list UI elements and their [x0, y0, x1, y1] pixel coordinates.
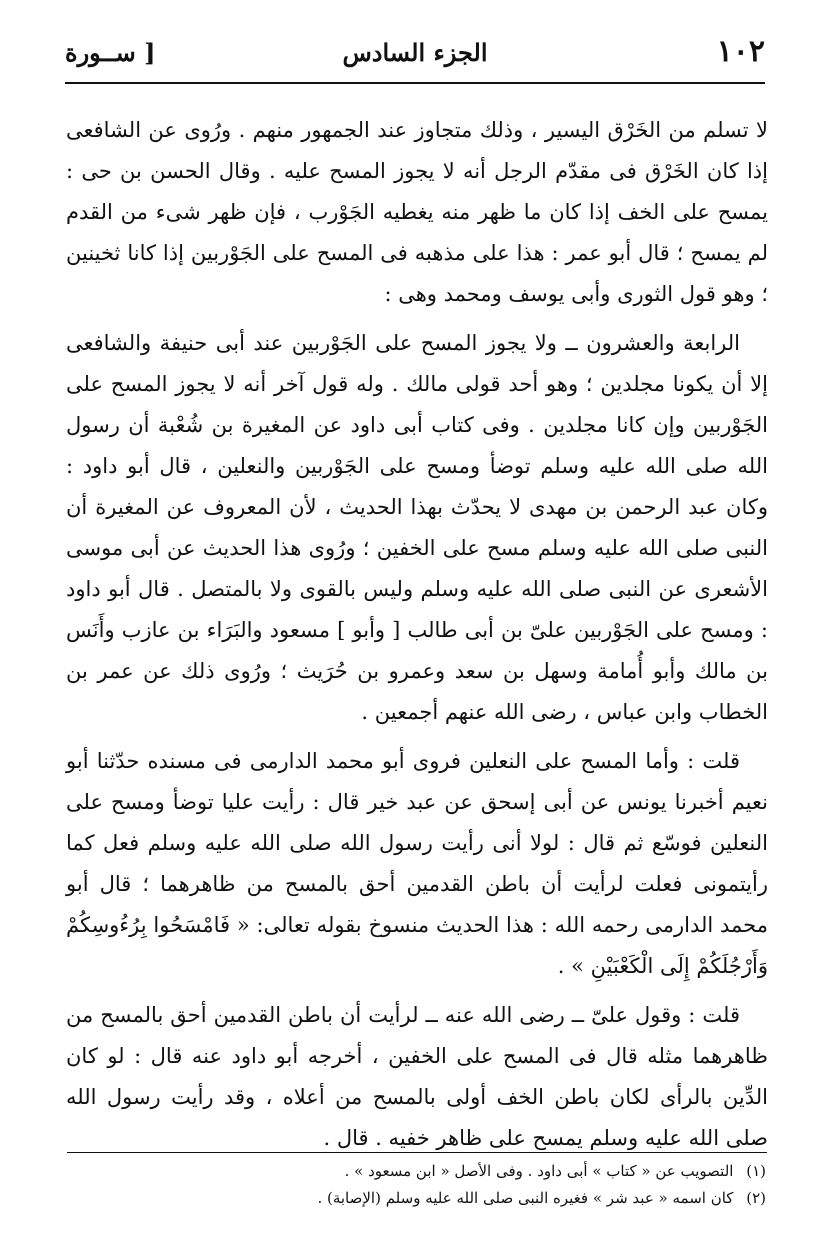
footnote-text: كان اسمه « عبد شر » فغيره النبى صلى الله عليه وسلم (الإصابة) .	[317, 1189, 734, 1207]
footnote-number: (١)	[746, 1162, 766, 1180]
footnote-number: (٢)	[746, 1189, 766, 1207]
paragraph: قلت : وأما المسح على النعلين فروى أبو محمد الدارمى فى مسنده حدّثنا أبو نعيم أخبرنا يونس عن أبى إسحق عن عبد خير قال : رأيت عليا توضأ ومسح على النعلين فوسّع ثم قال : لولا أنى رأيت رسول الله صلى الله عليه وسلم فعل كما رأيتمونى فعلت لرأيت أن باطن القدمين أحق بالمسح من ظاهرهما ؛ قال أبو محمد الدارمى رحمه الله : هذا الحديث منسوخ بقوله تعالى: « فَامْسَحُوا بِرُءُوسِكُمْ وَأَرْجُلَكُمْ إِلَى الْكَعْبَيْنِ » .	[66, 749, 768, 978]
paragraph: لا تسلم من الخَرْق اليسير ، وذلك متجاوز عند الجمهور منهم . ورُوى عن الشافعى إذا كان الخَرْق فى مقدّم الرجل أنه لا يجوز المسح عليه . وقال الحسن بن حى : يمسح على الخف إذا كان ما ظهر منه يغطيه الجَوْرب ، فإن ظهر شىء من القدم لم يمسح ؛ قال أبو عمر : هذا على مذهبه فى المسح على الجَوْربين إذا كانا ثخينين ؛ وهو قول الثورى وأبى يوسف ومحمد وهى :	[66, 118, 768, 306]
footnote-divider	[67, 1152, 767, 1153]
footnote-item	[66, 1185, 766, 1212]
paragraph: الرابعة والعشرون ــ ولا يجوز المسح على الجَوْربين عند أبى حنيفة والشافعى إلا أن يكونا مجلدين ؛ وهو أحد قولى مالك . وله قول آخر أنه لا يجوز المسح على الجَوْربين وإن كانا مجلدين . وفى كتاب أبى داود عن المغيرة بن شُعْبة أن رسول الله صلى الله عليه وسلم توضأ ومسح على الجَوْربين والنعلين ، قال أبو داود : وكان عبد الرحمن بن مهدى لا يحدّث بهذا الحديث ، لأن المعروف عن المغيرة أن النبى صلى الله عليه وسلم مسح على الخفين ؛ ورُوى هذا الحديث عن أبى موسى الأشعرى عن النبى صلى الله عليه وسلم وليس بالقوى ولا بالمتصل . قال أبو داود : ومسح على الجَوْربين علىّ بن أبى طالب [ وأبو ] مسعود والبَرَاء بن عازب وأَنَس بن مالك وأبو أُمامة وسهل بن سعد وعمرو بن حُرَيث ؛ ورُوى ذلك عن عمر بن الخطاب وابن عباس ، رضى الله عنهم أجمعين .	[66, 331, 768, 724]
footnote-item	[66, 1158, 766, 1185]
footnotes	[66, 1158, 766, 1212]
surah-label: [ ســورة	[65, 38, 156, 67]
footnote-text: التصويب عن « كتاب » أبى داود . وفى الأصل « ابن مسعود » .	[344, 1162, 734, 1180]
page-number: ١٠٢	[716, 34, 765, 69]
page-header	[65, 30, 765, 80]
header-divider	[65, 82, 765, 84]
main-text	[66, 110, 768, 1167]
paragraph: قلت : وقول علىّ ــ رضى الله عنه ــ لرأيت أن باطن القدمين أحق بالمسح من ظاهرهما مثله قال فى المسح على الخفين ، أخرجه أبو داود عنه قال : لو كان الدِّين بالرأى لكان باطن الخف أولى بالمسح من أعلاه ، وقد رأيت رسول الله صلى الله عليه وسلم يمسح على ظاهر خفيه . قال .	[66, 1003, 768, 1150]
running-title: الجزء السادس	[342, 38, 488, 67]
